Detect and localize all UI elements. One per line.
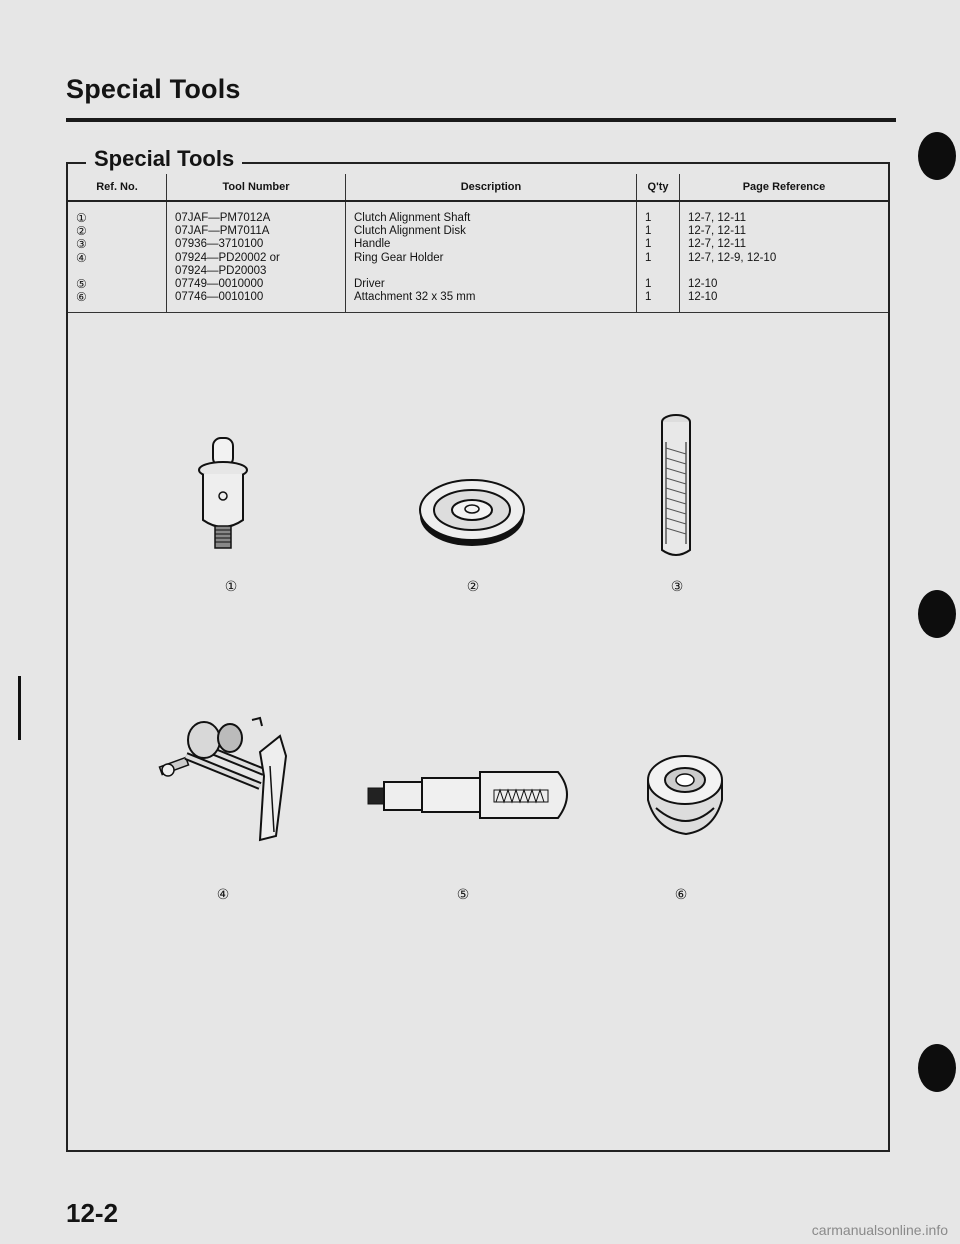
- column-header-description: Description: [346, 174, 637, 201]
- tools-table: [68, 174, 888, 313]
- column-header-qty: Q'ty: [637, 174, 680, 201]
- description-value: Attachment 32 x 35 mm: [354, 291, 476, 304]
- tool-number-value: 07749—0010000: [175, 278, 264, 291]
- ring-gear-holder-icon: [156, 716, 306, 850]
- page-reference-value: 12-7, 12-9, 12-10: [688, 251, 777, 264]
- ref-value: ⑤: [76, 277, 87, 292]
- callout-4: ④: [216, 886, 230, 902]
- ref-cell: [68, 201, 167, 313]
- watermark: carmanualsonline.info: [811, 1222, 948, 1238]
- qty-value: 1: [645, 225, 652, 238]
- description-value: [354, 265, 636, 278]
- callout-5: ⑤: [456, 886, 470, 902]
- description-value: Ring Gear Holder: [354, 251, 444, 264]
- callout-1: ①: [224, 578, 238, 594]
- attachment-icon: [642, 748, 728, 840]
- qty-value: 1: [645, 238, 652, 251]
- qty-value: 1: [645, 251, 652, 264]
- table-header-row: [68, 174, 888, 201]
- tool-number-cell: [167, 201, 346, 313]
- callout-2: ②: [466, 578, 480, 594]
- driver-icon: [362, 766, 582, 826]
- tool-number-value: 07746—0010100: [175, 291, 264, 304]
- margin-mark: [18, 676, 21, 740]
- tool-number-value: 07924—PD20003: [175, 264, 267, 277]
- callout-3: ③: [670, 578, 684, 594]
- page-reference-value: [688, 265, 888, 278]
- page-reference-value: 12-10: [688, 278, 718, 291]
- page-reference-value: 12-7, 12-11: [688, 238, 746, 251]
- column-header-page-reference: Page Reference: [680, 174, 889, 201]
- page-reference-value: 12-7, 12-11: [688, 212, 746, 224]
- qty-value: 1: [645, 212, 652, 224]
- ref-value: ③: [76, 237, 87, 252]
- binder-hole-marker: [918, 1044, 956, 1092]
- ref-value: ④: [76, 250, 87, 265]
- description-value: Driver: [354, 278, 385, 291]
- title-rule: [66, 118, 896, 122]
- column-header-ref: Ref. No.: [68, 174, 167, 201]
- description-value: Clutch Alignment Shaft: [354, 212, 471, 224]
- tool-number-value: 07924—PD20002 or: [175, 251, 280, 264]
- page-number: 12-2: [66, 1198, 119, 1228]
- clutch-alignment-disk-icon: [416, 476, 528, 552]
- ref-value: [76, 265, 166, 278]
- page-reference-cell: [680, 201, 889, 313]
- binder-hole-marker: [918, 590, 956, 638]
- ref-value: ②: [76, 224, 87, 239]
- binder-hole-marker: [918, 132, 956, 180]
- description-value: Clutch Alignment Disk: [354, 225, 466, 238]
- page-title: Special Tools: [66, 74, 241, 104]
- tool-illustrations: [68, 326, 888, 1146]
- handle-icon: [654, 412, 698, 562]
- description-cell: [346, 201, 637, 313]
- qty-value: 1: [645, 291, 652, 304]
- table-body-row: [68, 201, 888, 313]
- qty-value: [645, 265, 679, 278]
- clutch-alignment-shaft-icon: [193, 434, 253, 564]
- tool-number-value: 07936—3710100: [175, 238, 264, 251]
- description-value: Handle: [354, 238, 391, 251]
- ref-value: ①: [76, 211, 87, 225]
- section-title: Special Tools: [86, 146, 242, 172]
- ref-value: ⑥: [76, 290, 87, 305]
- page-reference-value: 12-10: [688, 291, 718, 304]
- page-reference-value: 12-7, 12-11: [688, 225, 746, 238]
- column-header-tool-number: Tool Number: [167, 174, 346, 201]
- qty-value: 1: [645, 278, 652, 291]
- tool-number-value: 07JAF—PM7012A: [175, 212, 271, 224]
- tool-number-value: 07JAF—PM7011A: [175, 225, 270, 238]
- callout-6: ⑥: [674, 886, 688, 902]
- qty-cell: [637, 201, 680, 313]
